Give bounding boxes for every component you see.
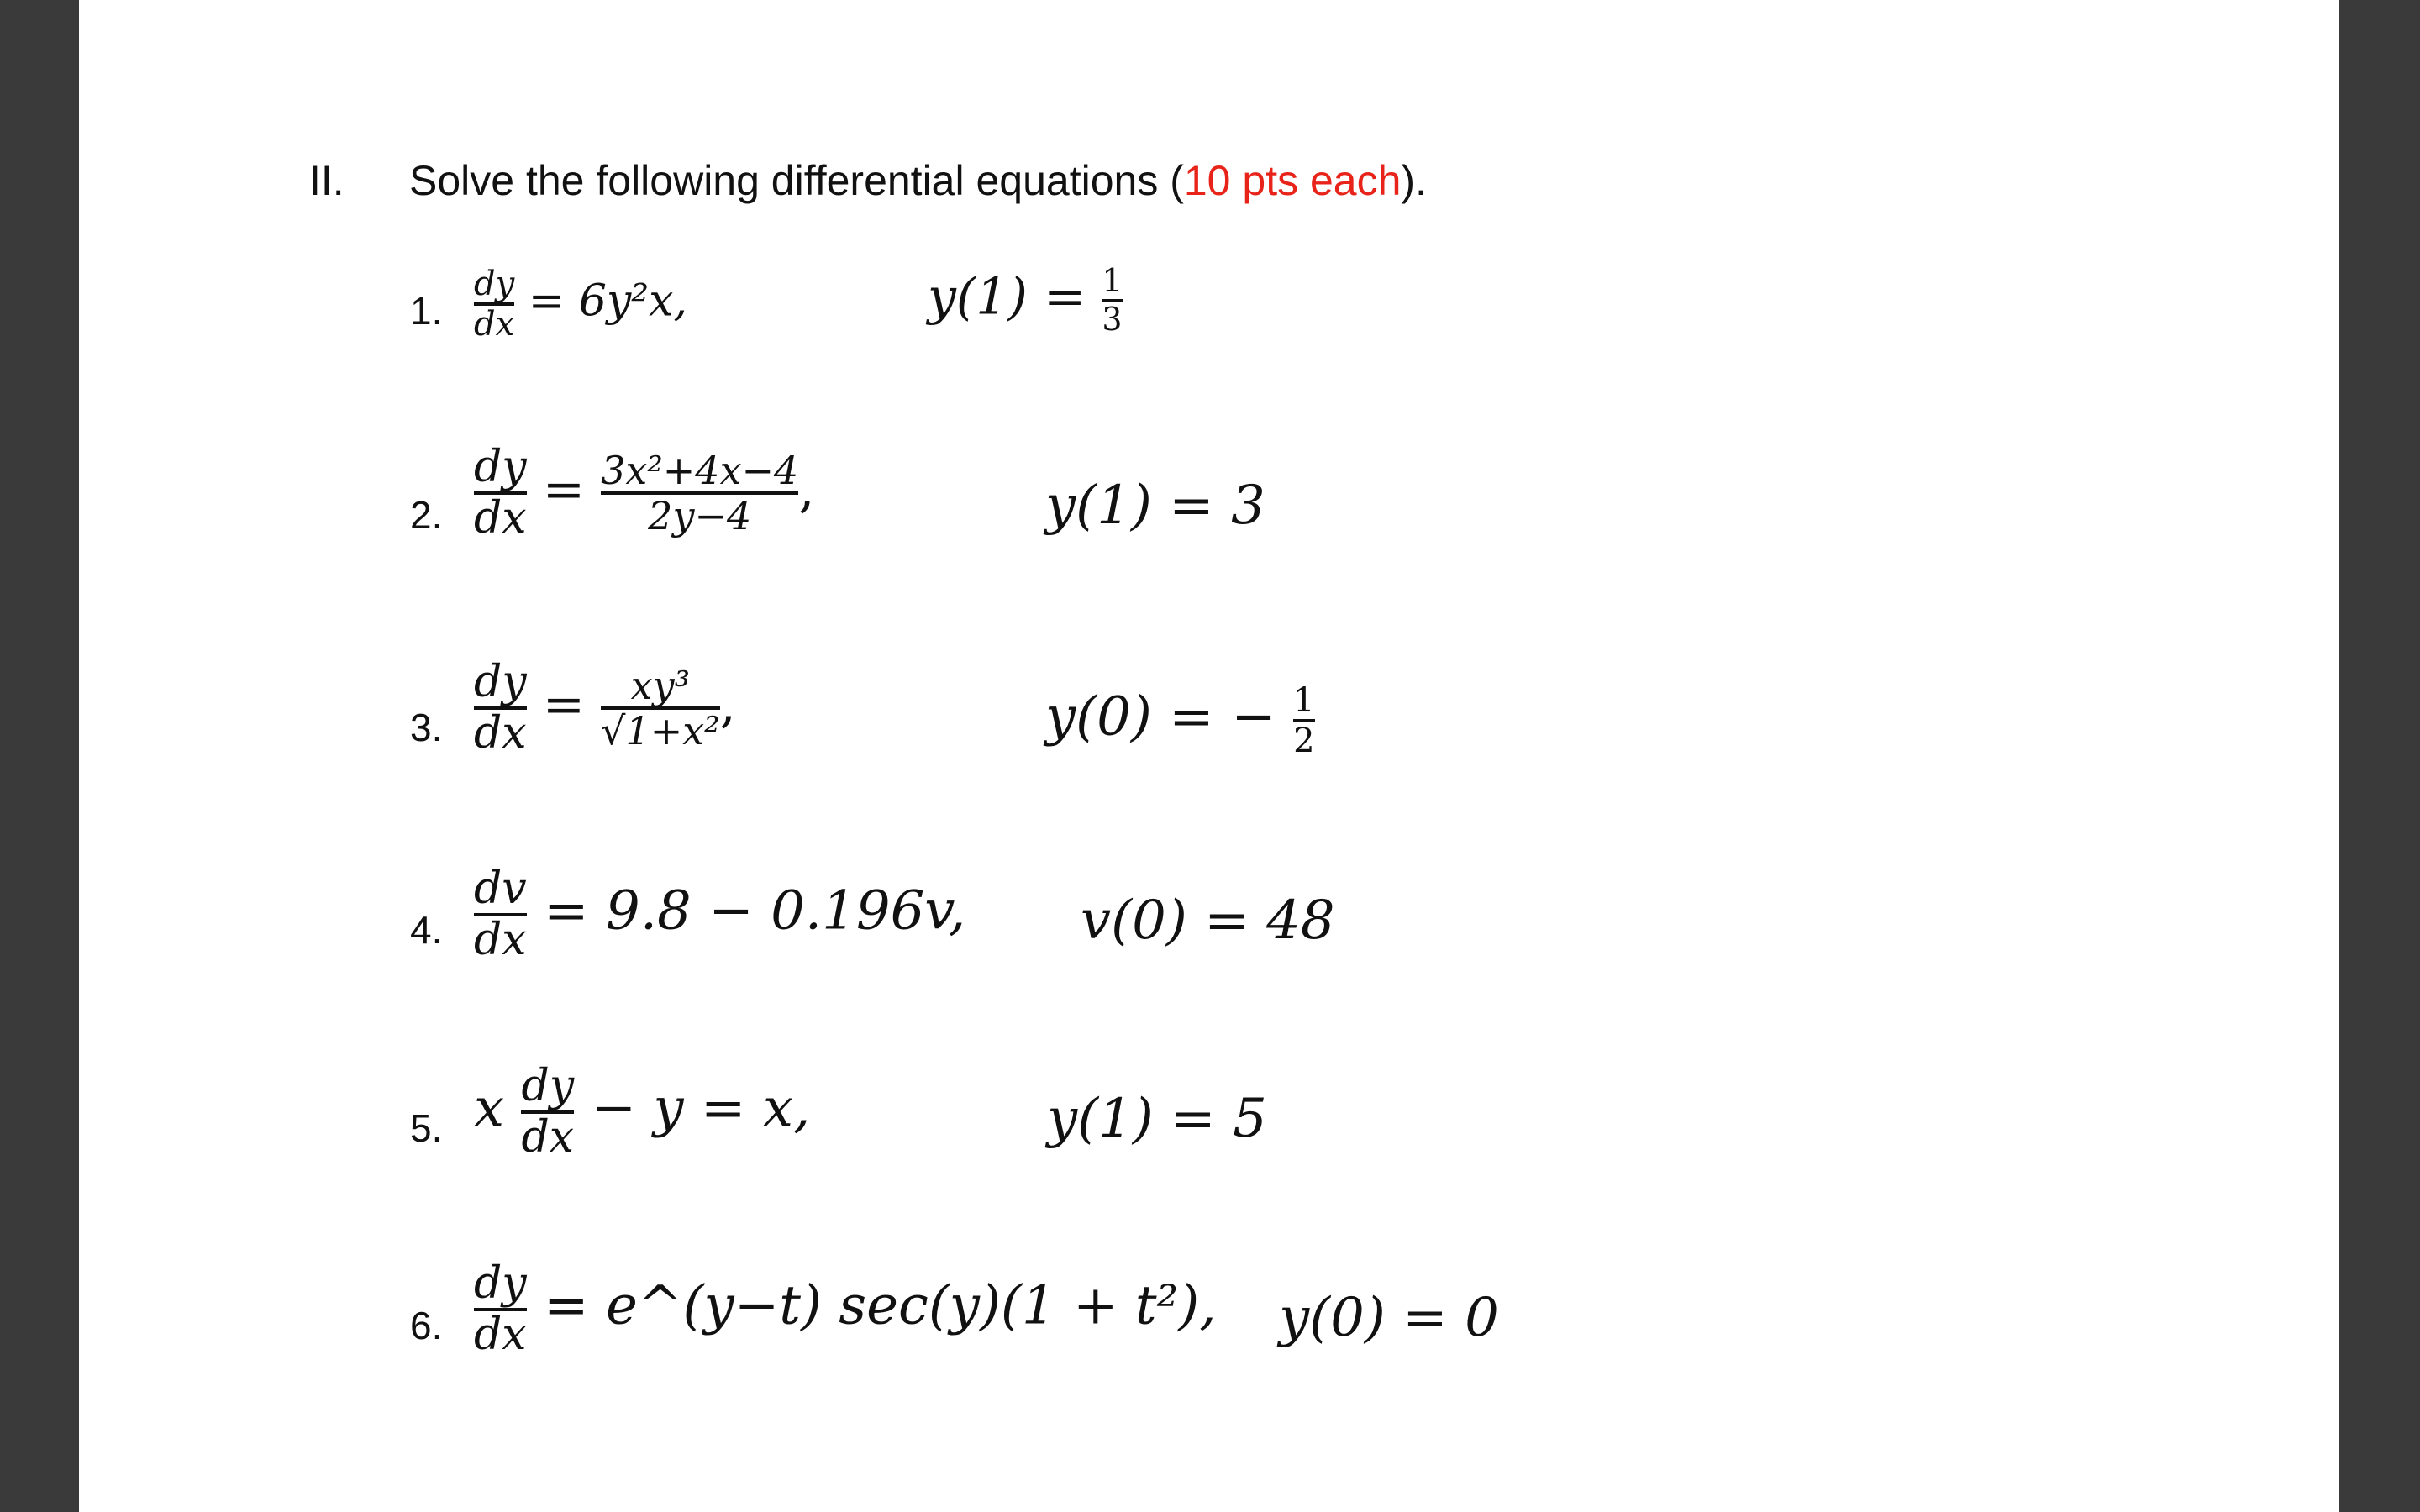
- problem-4-equation: [474, 865, 965, 964]
- derivative-fraction: $\frac{dv}{dx}$: [474, 864, 527, 966]
- problem-3-initial-condition: [1045, 682, 1315, 759]
- rhs-fraction: $\frac{\text{xy³}}{\text{√1+x²}}$: [601, 662, 720, 754]
- equation-rhs: = 9.8 − 0.196v,: [544, 879, 966, 942]
- derivative-fraction: $\frac{dy}{dx}$: [521, 1061, 575, 1163]
- ic-lhs: y(0) = −: [1045, 685, 1276, 748]
- left-window-edge: [0, 0, 79, 1512]
- problem-6-equation: [474, 1260, 1217, 1359]
- instruction-text: Solve the following differential equations (: [409, 157, 1184, 204]
- section-instruction: [409, 157, 1427, 204]
- ic-fraction: $\frac{1}{2}$: [1293, 681, 1315, 760]
- problem-2-equation: [474, 444, 814, 543]
- points-label: 10 pts each: [1183, 157, 1402, 204]
- problem-1-initial-condition: [928, 264, 1123, 338]
- problem-3-equation: [474, 659, 736, 758]
- problem-5-initial-condition: y(1) = 5: [1047, 1088, 1267, 1150]
- problem-6-label: 6.: [410, 1304, 443, 1347]
- problem-5-label: 5.: [410, 1106, 443, 1150]
- ic-fraction: $\frac{1}{3}$: [1102, 262, 1123, 338]
- document-page: [79, 0, 2339, 1512]
- right-window-edge: [2339, 0, 2420, 1512]
- rhs-fraction: $\frac{\text{3x²+4x−4}}{2y-4}$: [601, 447, 799, 539]
- derivative-fraction: $\frac{dy}{dx}$: [474, 442, 527, 544]
- comma: ,: [798, 459, 815, 519]
- problem-5-equation: [474, 1063, 810, 1162]
- derivative-fraction: $\frac{dy}{dx}$: [474, 1258, 527, 1361]
- problem-1-equation: [474, 265, 687, 343]
- problem-2-label: 2.: [410, 493, 443, 537]
- problem-1-label: 1.: [410, 289, 443, 333]
- problem-3-label: 3.: [410, 706, 443, 749]
- equation-rhs: = e^(y−t) sec(y)(1 + t²),: [544, 1274, 1217, 1337]
- ic-lhs: y(1) =: [928, 267, 1086, 327]
- problem-2-initial-condition: y(1) = 3: [1045, 475, 1265, 537]
- problem-4-label: 4.: [410, 908, 443, 952]
- equation-rhs: = 6y²x,: [528, 276, 687, 327]
- lhs-coefficient: x: [474, 1077, 505, 1140]
- derivative-fraction: $\frac{dy}{dx}$: [474, 657, 527, 759]
- equals-sign: =: [542, 459, 586, 519]
- section-numeral: II.: [309, 157, 345, 204]
- instruction-end: ).: [1401, 157, 1427, 204]
- derivative-fraction: $\frac{dy}{dx}$: [474, 265, 515, 344]
- equation-rhs: − y = x,: [591, 1077, 811, 1140]
- problem-6-initial-condition: y(0) = 0: [1279, 1287, 1499, 1349]
- equals-sign: =: [542, 675, 586, 734]
- comma: ,: [719, 675, 736, 734]
- problem-4-initial-condition: v(0) = 48: [1081, 890, 1335, 952]
